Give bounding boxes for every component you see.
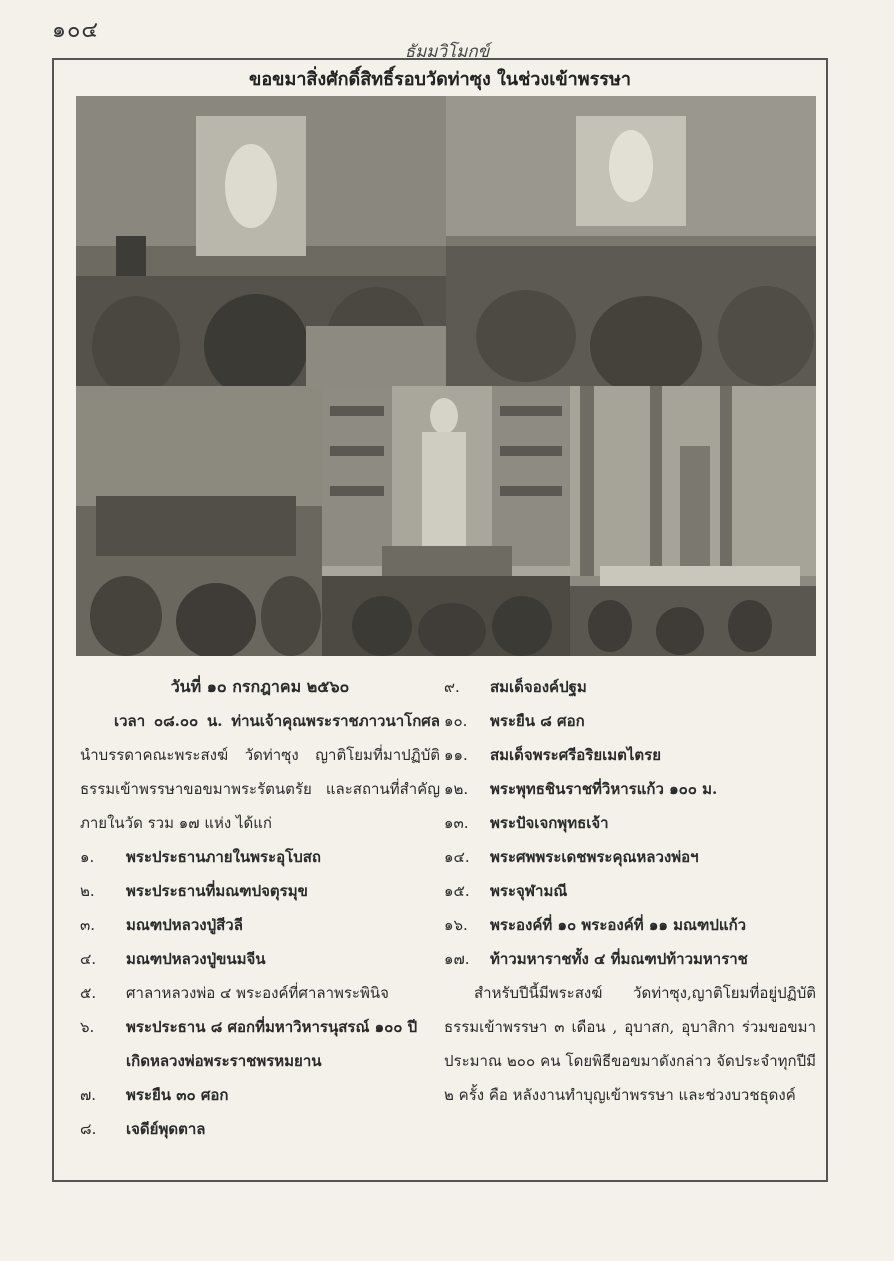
list-item-text: เจดีย์พุดตาล xyxy=(126,1120,206,1138)
list-item xyxy=(80,1010,440,1078)
list-item-text: พระจุฬามณี xyxy=(490,882,568,900)
list-item-text: พระยืน ๘ ศอก xyxy=(490,712,585,730)
closing-paragraph: สำหรับปีนี้มีพระสงฆ์ วัดท่าซุง,ญาติโยมที่อยู่ปฏิบัติธรรมเข้าพรรษา ๓ เดือน , อุบาสก, อุบาสิกา ร่วมขอขมาประมาณ ๒๐๐ คน โดยพิธีขอขมาดังกล่าว จัดประจำทุกปีมี ๒ ครั้ง คือ หลังงานทำบุญเข้าพรรษา และช่วงบวชธุดงค์ xyxy=(444,984,816,1104)
list-item xyxy=(444,942,816,976)
list-item-number: ๑๑. xyxy=(444,746,468,764)
right-column xyxy=(444,670,816,1112)
photo-shrine-ceremony xyxy=(76,386,322,656)
intro-rest: นำบรรดาคณะพระสงฆ์ วัดท่าซุง ญาติโยมที่มาปฏิบัติธรรมเข้าพรรษาขอขมาพระรัตนตรัย และสถานที่สำคัญภายในวัด รวม ๑๗ แห่ง ได้แก่ xyxy=(80,746,440,832)
list-item-number: ๒. xyxy=(80,882,95,900)
list-item-text: สมเด็จองค์ปฐม xyxy=(490,678,587,696)
list-item-number: ๑๐. xyxy=(444,712,468,730)
list-item xyxy=(444,772,816,806)
list-item-text: พระพุทธชินราชที่วิหารแก้ว ๑๐๐ ม. xyxy=(490,780,718,798)
list-item xyxy=(444,840,816,874)
list-item-number: ๓. xyxy=(80,916,96,934)
list-item-text: พระปัจเจกพุทธเจ้า xyxy=(490,814,609,832)
date-line: วันที่ ๑๐ กรกฎาคม ๒๕๖๐ xyxy=(170,677,350,696)
list-item xyxy=(444,874,816,908)
list-item-text: พระองค์ที่ ๑๐ พระองค์ที่ ๑๑ มณฑปแก้ว xyxy=(490,916,747,934)
list-item xyxy=(80,908,440,942)
list-item-text: ศาลาหลวงพ่อ ๔ พระองค์ที่ศาลาพระพินิจ xyxy=(126,984,389,1002)
list-item-text: พระประธานภายในพระอุโบสถ xyxy=(126,848,321,866)
list-item xyxy=(80,976,440,1010)
list-item xyxy=(80,874,440,908)
place-list-left xyxy=(80,840,440,1146)
list-item xyxy=(80,840,440,874)
list-item xyxy=(444,670,816,704)
list-item xyxy=(80,942,440,976)
intro-paragraph xyxy=(80,704,440,840)
left-column xyxy=(80,670,440,1146)
list-item-text: มณฑปหลวงปู่ขนมจีน xyxy=(126,950,266,968)
list-item-number: ๑๖. xyxy=(444,916,468,934)
page-number: ๑๐๔ xyxy=(52,18,100,43)
photo-standing-buddha-building xyxy=(322,386,570,656)
list-item-text: มณฑปหลวงปู่สีวลี xyxy=(126,916,243,934)
list-item-text: พระยืน ๓๐ ศอก xyxy=(126,1086,229,1104)
list-item xyxy=(80,1078,440,1112)
list-item-text: พระประธาน ๘ ศอกที่มหาวิหารนุสรณ์ ๑๐๐ ปีเกิดหลวงพ่อพระราชพรหมยาน xyxy=(126,1018,418,1070)
list-item xyxy=(444,738,816,772)
list-item-number: ๑๓. xyxy=(444,814,469,832)
list-item-number: ๖. xyxy=(80,1018,95,1036)
list-item-number: ๑๕. xyxy=(444,882,470,900)
list-item-number: ๗. xyxy=(80,1086,97,1104)
list-item-text: พระศพพระเดชพระคุณหลวงพ่อฯ xyxy=(490,848,699,866)
list-item-number: ๘. xyxy=(80,1120,97,1138)
list-item-text: พระประธานที่มณฑปจตุรมุข xyxy=(126,882,308,900)
place-list-right xyxy=(444,670,816,976)
list-item-number: ๑๒. xyxy=(444,780,469,798)
list-item-text: สมเด็จพระศรีอริยเมตไตรย xyxy=(490,746,662,764)
intro-lead: เวลา ๐๘.๐๐ น. ท่านเจ้าคุณพระราชภาวนาโกศล xyxy=(114,712,440,730)
list-item-number: ๙. xyxy=(444,678,460,696)
list-item xyxy=(444,908,816,942)
photo-mondop-buddha xyxy=(446,96,816,392)
photo-ubosot-buddha xyxy=(76,96,446,392)
list-item-number: ๑๔. xyxy=(444,848,470,866)
list-item xyxy=(444,704,816,738)
list-item xyxy=(444,806,816,840)
list-item-number: ๕. xyxy=(80,984,97,1002)
list-item-number: ๑๗. xyxy=(444,950,470,968)
list-item xyxy=(80,1112,440,1146)
list-item-number: ๑. xyxy=(80,848,95,866)
content-frame xyxy=(52,58,828,1182)
list-item-number: ๔. xyxy=(80,950,97,968)
running-head: ธัมมวิโมกข์ xyxy=(404,42,490,62)
photo-outdoor-statue xyxy=(570,386,816,656)
list-item-text: ท้าวมหาราชทั้ง ๔ ที่มณฑปท้าวมหาราช xyxy=(490,950,748,968)
photo-title: ขอขมาสิ่งศักดิ์สิทธิ์รอบวัดท่าซุง ในช่วงเข้าพรรษา xyxy=(249,69,631,90)
